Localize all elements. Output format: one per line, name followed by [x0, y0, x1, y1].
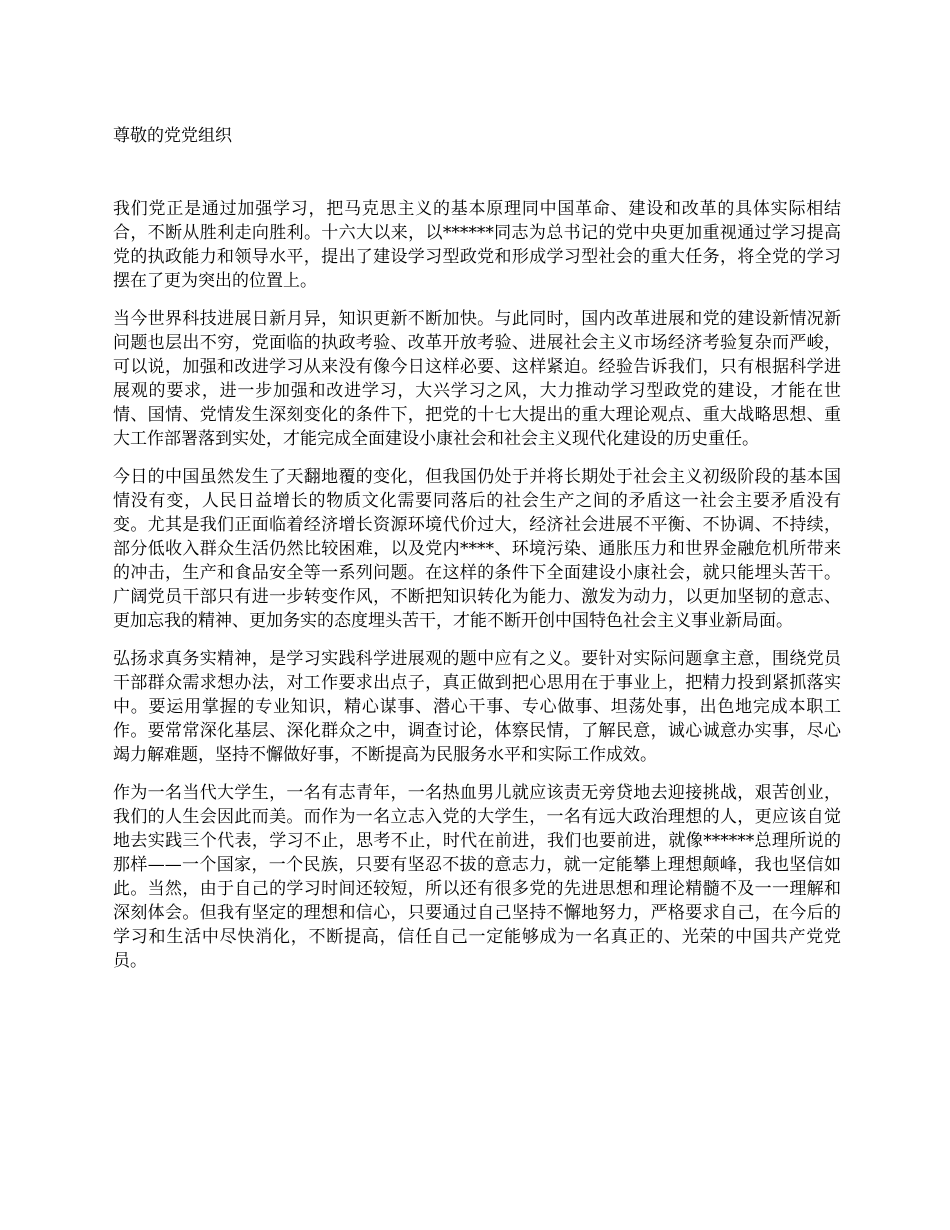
paragraph-3: 今日的中国虽然发生了天翻地覆的变化，但我国仍处于并将长期处于社会主义初级阶段的基本国情没有变，人民日益增长的物质文化需要同落后的社会生产之间的矛盾这一社会主要矛盾没有变。尤其是我们正面临着经济增长资源环境代价过大，经济社会进展不平衡、不协调、不持续，部分低收入群众生活仍然比较困难，以及党内****、环境污染、通胀压力和世界金融危机所带来的冲击，生产和食品安全等一系列问题。在这样的条件下全面建设小康社会，就只能埋头苦干。广阔党员干部只有进一步转变作风，不断把知识转化为能力、激发为动力，以更加坚韧的意志、更加忘我的精神、更加务实的态度埋头苦干，才能不断开创中国特色社会主义事业新局面。	[113, 467, 841, 631]
paragraph-4: 弘扬求真务实精神，是学习实践科学进展观的题中应有之义。要针对实际问题拿主意，围绕党员干部群众需求想办法，对工作要求出点子，真正做到把心思用在于事业上，把精力投到紧抓落实中。要运用掌握的专业知识，精心谋事、潜心干事、专心做事、坦荡处事，出色地完成本职工作。要常常深化基层、深化群众之中，调查讨论，体察民情，了解民意，诚心诚意办实事，尽心竭力解难题，坚持不懈做好事，不断提高为民服务水平和实际工作成效。	[113, 649, 841, 765]
paragraph-1: 我们党正是通过加强学习，把马克思主义的基本原理同中国革命、建设和改革的具体实际相结合，不断从胜利走向胜利。十六大以来，以******同志为总书记的党中央更加重视通过学习提高党的执政能力和领导水平，提出了建设学习型政党和形成学习型社会的重大任务，将全党的学习摆在了更为突出的位置上。	[113, 199, 841, 291]
paragraph-2: 当今世界科技进展日新月异，知识更新不断加快。与此同时，国内改革进展和党的建设新情况新问题也层出不穷，党面临的执政考验、改革开放考验、进展社会主义市场经济考验复杂而严峻，可以说，加强和改进学习从来没有像今日这样必要、这样紧迫。经验告诉我们，只有根据科学进展观的要求，进一步加强和改进学习，大兴学习之风，大力推动学习型政党的建设，才能在世情、国情、党情发生深刻变化的条件下，把党的十七大提出的重大理论观点、重大战略思想、重大工作部署落到实处，才能完成全面建设小康社会和社会主义现代化建设的历史重任。	[113, 309, 841, 449]
salutation: 尊敬的党党组织	[113, 126, 232, 146]
document-body	[113, 197, 841, 987]
paragraph-5: 作为一名当代大学生，一名有志青年，一名热血男儿就应该责无旁贷地去迎接挑战，艰苦创业，我们的人生会因此而美。而作为一名立志入党的大学生，一名有远大政治理想的人，更应该自觉地去实践三个代表，学习不止，思考不止，时代在前进，我们也要前进，就像******总理所说的那样——一个国家，一个民族，只要有坚忍不拔的意志力，就一定能攀上理想颠峰，我也坚信如此。当然，由于自己的学习时间还较短，所以还有很多党的先进思想和理论精髓不及一一理解和深刻体会。但我有坚定的理想和信心，只要通过自己坚持不懈地努力，严格要求自己，在今后的学习和生活中尽快消化，不断提高，信任自己一定能够成为一名真正的、光荣的中国共产党党员。	[113, 783, 841, 971]
